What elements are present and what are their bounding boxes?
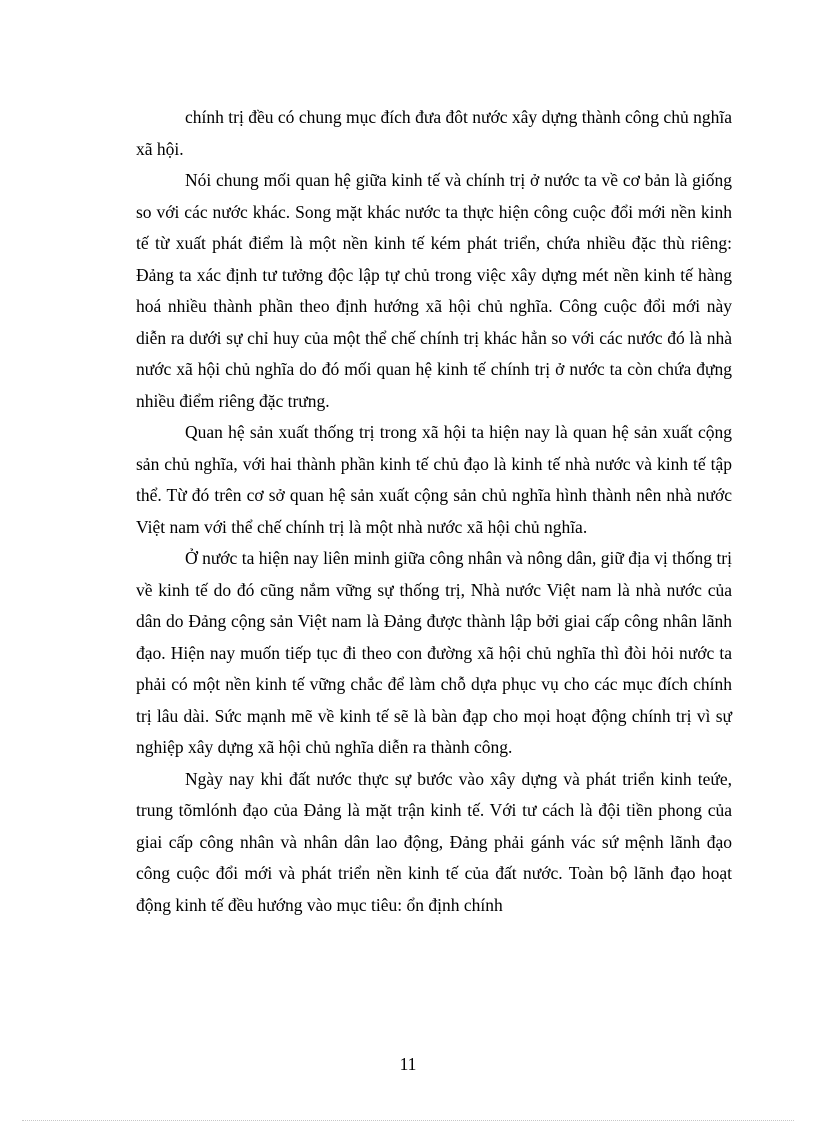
paragraph-5: Ngày nay khi đất nước thực sự bước vào xây dựng và phát triển kinh teứe, trung tõmlónh đạo của Đảng là mặt trận kinh tế. Với tư cách là đội tiền phong của giai cấp công nhân và nhân dân lao động, Đảng phải gánh vác sứ mệnh lãnh đạo công cuộc đổi mới và phát triển nền kinh tế của đất nước. Toàn bộ lãnh đạo hoạt động kinh tế đều hướng vào mục tiêu: ổn định chính — [136, 768, 732, 915]
paragraph-4: Ở nước ta hiện nay liên minh giữa công nhân và nông dân, giữ địa vị thống trị về kinh tế do đó cũng nắm vững sự thống trị, Nhà nước Việt nam là nhà nước của dân do Đảng cộng sản Việt nam là Đảng được thành lập bởi giai cấp công nhân lãnh đạo. Hiện nay muốn tiếp tục đi theo con đường xã hội chủ nghĩa thì đòi hỏi nước ta phải có một nền kinh tế vững chắc để làm chỗ dựa phục vụ cho các mục đích chính trị lâu dài. Sức mạnh mẽ về kinh tế sẽ là bàn đạp cho mọi hoạt động chính trị vì sự nghiệp xây dựng xã hội chủ nghĩa diễn ra thành công. — [136, 548, 732, 757]
page-body — [136, 102, 732, 921]
page-bottom-divider — [22, 1120, 794, 1121]
paragraph-2: Nói chung mối quan hệ giữa kinh tế và chính trị ở nước ta về cơ bản là giống so với các nước khác. Song mặt khác nước ta thực hiện công cuộc đổi mới nền kinh tế từ xuất phát điểm là một nền kinh tế kém phát triển, chứa nhiều đặc thù riêng: Đảng ta xác định tư tưởng độc lập tự chủ trong việc xây dựng mét nền kinh tế hàng hoá nhiều thành phần theo định hướng xã hội chủ nghĩa. Công cuộc đổi mới này diễn ra dưới sự chỉ huy của một thể chế chính trị khác hẳn so với các nước đó là nhà nước xã hội chủ nghĩa do đó mối quan hệ kinh tế chính trị ở nước ta còn chứa đựng nhiều điểm riêng đặc trưng. — [136, 170, 732, 411]
paragraph-1: chính trị đều có chung mục đích đưa đôt nước xây dựng thành công chủ nghĩa xã hội. — [136, 107, 732, 159]
page-number: 11 — [399, 1054, 417, 1074]
paragraph-3: Quan hệ sản xuất thống trị trong xã hội ta hiện nay là quan hệ sản xuất cộng sản chủ nghĩa, với hai thành phần kinh tế chủ đạo là kinh tế nhà nước và kinh tế tập thể. Từ đó trên cơ sở quan hệ sản xuất cộng sản chủ nghĩa hình thành nên nhà nước Việt nam với thể chế chính trị là một nhà nước xã hội chủ nghĩa. — [136, 422, 732, 537]
